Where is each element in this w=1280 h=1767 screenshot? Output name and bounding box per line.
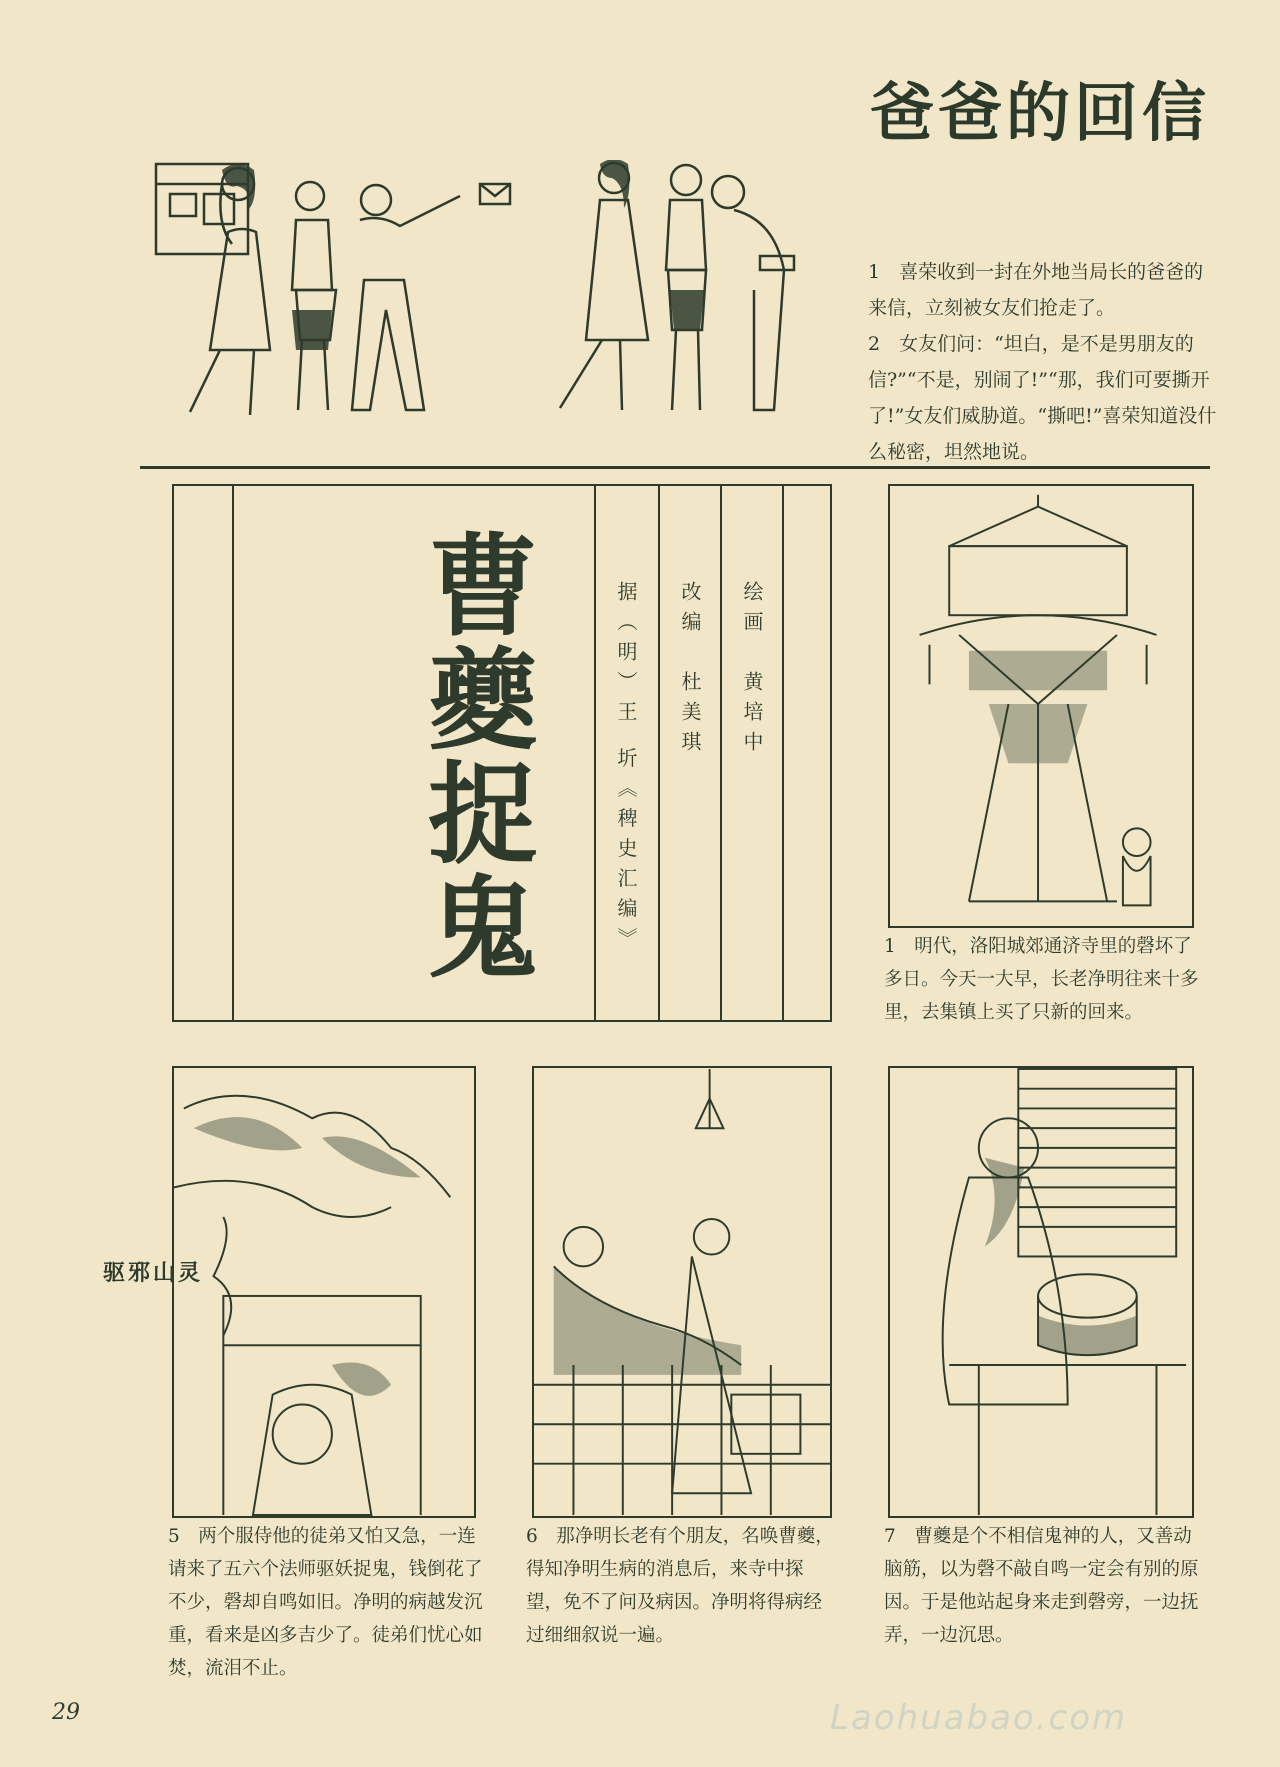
source-credit: 据（明）王 圻《稗史汇编》	[614, 581, 638, 958]
strip-caption-1: 1 喜荣收到一封在外地当局长的爸爸的来信，立刻被女友们抢走了。	[868, 261, 1204, 319]
panel-1-illustration	[888, 484, 1194, 928]
panel-7-caption	[884, 1520, 1206, 1652]
panel-1-caption	[884, 930, 1204, 1029]
panel-5-caption	[168, 1520, 486, 1685]
panel-7-illustration	[888, 1066, 1194, 1518]
chime-drawing	[890, 1068, 1192, 1516]
exorcism-drawing	[174, 1068, 474, 1516]
story-title: 曹夔捉鬼	[410, 528, 538, 984]
strip-illustration	[150, 160, 850, 450]
artist-credit: 绘画 黄培中	[740, 581, 764, 761]
pagoda-drawing	[890, 486, 1192, 926]
page-number: 29	[52, 1700, 80, 1725]
panel-6-illustration	[532, 1066, 832, 1518]
panel-5-text: 5 两个服侍他的徒弟又怕又急，一连请来了五六个法师驱妖捉鬼，钱倒花了不少，磬却自鸣如旧。净明的病越发沉重，看来是凶多吉少了。徒弟们忧心如焚，流泪不止。	[168, 1526, 483, 1679]
story-title-block	[172, 484, 832, 1022]
section-divider	[140, 466, 1210, 469]
visit-drawing	[534, 1068, 830, 1516]
strip-caption-2: 2 女友们问：“坦白，是不是男朋友的信?”“不是，别闹了!”“那，我们可要撕开了!”女友们威胁道。“撕吧!”喜荣知道没什么秘密，坦然地说。	[868, 333, 1217, 463]
strip-drawing	[150, 160, 850, 450]
panel-1-text: 1 明代，洛阳城郊通济寺里的磬坏了多日。今天一大早，长老净明往来十多里，去集镇上买了只新的回来。	[884, 936, 1199, 1023]
strip-title: 爸爸的回信	[870, 77, 1210, 151]
watermark: Laohuabao.com	[830, 1698, 1128, 1738]
shrine-sign: 驱邪山灵	[102, 1261, 203, 1286]
panel-5-illustration	[172, 1066, 476, 1518]
panel-6-caption	[526, 1520, 840, 1652]
panel-6-text: 6 那净明长老有个朋友，名唤曹夔，得知净明生病的消息后，来寺中探望，免不了问及病因。净明将得病经过细细叙说一遍。	[526, 1526, 834, 1646]
strip-captions	[868, 254, 1218, 470]
panel-7-text: 7 曹夔是个不相信鬼神的人，又善动脑筋，以为磬不敲自鸣一定会有别的原因。于是他站起身来走到磬旁，一边抚弄，一边沉思。	[884, 1526, 1199, 1646]
adapter-credit: 改编 杜美琪	[678, 581, 702, 761]
